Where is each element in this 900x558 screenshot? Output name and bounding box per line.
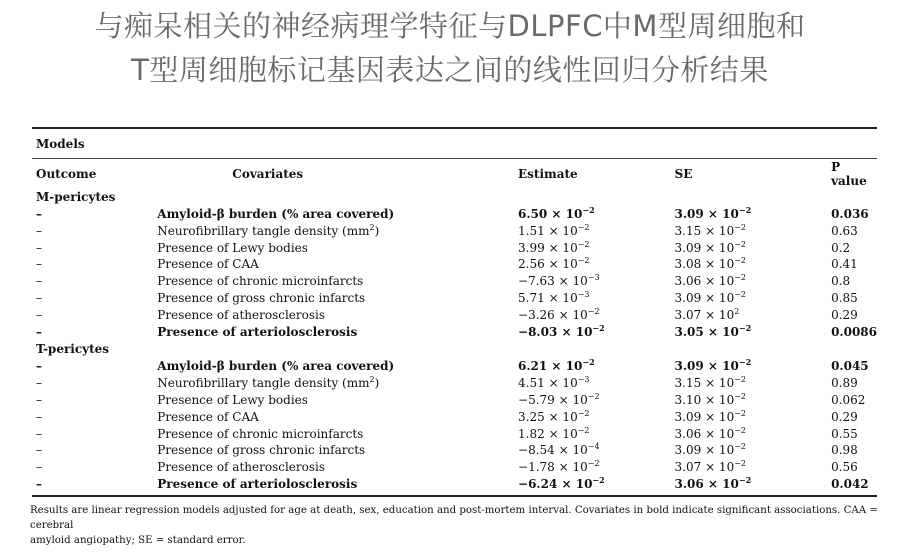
cell-covariate (157, 256, 488, 273)
covariate-superscript: 2 (369, 222, 375, 232)
group-label: T-pericytes (36, 341, 110, 356)
se-mantissa: 3.09 × 10 (674, 443, 735, 458)
covariate-superscript: 2 (369, 375, 375, 385)
cell-estimate (488, 358, 655, 375)
cell-covariate (157, 273, 488, 290)
cell-covariate (157, 375, 488, 392)
cell-p-value: 0.0086 (831, 324, 877, 339)
se-exponent: −2 (738, 205, 752, 215)
cell-estimate (488, 256, 655, 273)
cell-outcome: – (36, 240, 42, 255)
se-exponent: −2 (734, 222, 746, 232)
estimate-mantissa: −8.54 × 10 (518, 443, 588, 458)
se-mantissa: 3.09 × 10 (674, 409, 735, 424)
cell-se (655, 290, 802, 307)
cell-estimate (488, 290, 655, 307)
page-title-line-1: 与痴呆相关的神经病理学特征与DLPFC中M型周细胞和 (94, 9, 806, 43)
covariate-text: Presence of Lewy bodies (157, 240, 308, 255)
table-row (32, 459, 877, 476)
covariate-text: Presence of chronic microinfarcts (157, 274, 364, 289)
cell-estimate (488, 206, 655, 223)
se-mantissa: 3.06 × 10 (674, 426, 735, 441)
cell-estimate (488, 442, 655, 459)
se-exponent: −2 (734, 289, 746, 299)
header-p-value: P value (831, 159, 867, 188)
header-outcome: Outcome (36, 166, 97, 181)
table-bottom-rule (32, 495, 877, 497)
estimate-mantissa: 4.51 × 10 (518, 376, 578, 391)
cell-se (655, 409, 802, 426)
estimate-mantissa: −7.63 × 10 (518, 274, 588, 289)
footnote-line-2: amyloid angiopathy; SE = standard error. (30, 535, 246, 546)
cell-outcome: – (36, 324, 42, 339)
cell-se (655, 459, 802, 476)
cell-se (655, 273, 802, 290)
estimate-exponent: −2 (582, 205, 595, 215)
footnote-line-1: Results are linear regression models adjusted for age at death, sex, education and post-mortem interval. Covariates in bold indicate significant associations. CAA = cerebral (30, 505, 878, 531)
estimate-exponent: −2 (577, 256, 590, 266)
estimate-mantissa: 1.51 × 10 (518, 223, 578, 238)
cell-outcome: – (36, 476, 42, 491)
covariate-text: Presence of CAA (157, 257, 259, 272)
cell-outcome: – (36, 460, 42, 475)
se-exponent: −2 (734, 391, 746, 401)
cell-covariate (157, 476, 488, 493)
estimate-mantissa: −6.24 × 10 (518, 476, 593, 491)
group-row (32, 340, 877, 358)
se-exponent: −2 (734, 239, 746, 249)
covariate-text: Presence of chronic microinfarcts (157, 426, 364, 441)
estimate-mantissa: 5.71 × 10 (518, 290, 578, 305)
regression-table (32, 127, 877, 497)
se-mantissa: 3.09 × 10 (674, 240, 735, 255)
estimate-exponent: −2 (577, 222, 590, 232)
estimate-mantissa: 2.56 × 10 (518, 257, 578, 272)
cell-outcome: – (36, 392, 42, 407)
table-row (32, 426, 877, 443)
cell-estimate (488, 240, 655, 257)
se-exponent: −2 (734, 375, 746, 385)
se-exponent: −2 (734, 459, 746, 469)
cell-estimate (488, 392, 655, 409)
estimate-exponent: −4 (587, 442, 600, 452)
cell-se (655, 375, 802, 392)
table-row (32, 442, 877, 459)
cell-estimate (488, 307, 655, 324)
se-exponent: −2 (738, 474, 752, 485)
se-exponent: −2 (734, 256, 746, 266)
cell-outcome: – (36, 409, 42, 424)
table-body (32, 188, 877, 493)
cell-estimate (488, 426, 655, 443)
cell-se (655, 324, 802, 341)
cell-estimate (488, 223, 655, 240)
cell-p-value: 0.85 (831, 290, 858, 305)
cell-p-value: 0.29 (831, 307, 858, 322)
table-row (32, 409, 877, 426)
cell-outcome: – (36, 443, 42, 458)
cell-covariate (157, 392, 488, 409)
covariate-text: Presence of gross chronic infarcts (157, 443, 366, 458)
se-mantissa: 3.07 × 10 (674, 460, 735, 475)
cell-covariate (157, 324, 488, 341)
se-mantissa: 3.07 × 10 (674, 307, 735, 322)
se-exponent: −2 (738, 322, 752, 333)
cell-covariate (157, 442, 488, 459)
cell-outcome: – (36, 274, 42, 289)
table-row (32, 358, 877, 375)
page-title (0, 0, 900, 92)
cell-p-value: 0.56 (831, 460, 858, 475)
header-se: SE (674, 166, 693, 181)
cell-se (655, 426, 802, 443)
cell-se (655, 240, 802, 257)
cell-covariate (157, 426, 488, 443)
cell-estimate (488, 459, 655, 476)
estimate-exponent: −2 (577, 425, 590, 435)
cell-se (655, 358, 802, 375)
se-mantissa: 3.06 × 10 (674, 274, 735, 289)
cell-p-value: 0.062 (831, 392, 866, 407)
cell-p-value: 0.042 (831, 476, 869, 491)
models-label: Models (36, 137, 85, 151)
se-mantissa: 3.08 × 10 (674, 257, 735, 272)
se-mantissa: 3.10 × 10 (674, 392, 735, 407)
cell-covariate (157, 206, 488, 223)
cell-covariate (157, 307, 488, 324)
cell-estimate (488, 409, 655, 426)
estimate-mantissa: 1.82 × 10 (518, 426, 578, 441)
cell-se (655, 307, 802, 324)
table-row (32, 240, 877, 257)
covariate-text: Neurofibrillary tangle density (mm (157, 223, 370, 238)
cell-estimate (488, 375, 655, 392)
cell-p-value: 0.41 (831, 257, 858, 272)
cell-p-value: 0.8 (831, 274, 851, 289)
cell-covariate (157, 223, 488, 240)
covariate-suffix: ) (374, 223, 380, 238)
covariate-text: Presence of CAA (157, 409, 259, 424)
cell-estimate (488, 273, 655, 290)
estimate-mantissa: 6.21 × 10 (518, 359, 583, 374)
cell-estimate (488, 476, 655, 493)
cell-outcome: – (36, 223, 42, 238)
header-estimate: Estimate (518, 166, 578, 181)
cell-se (655, 256, 802, 273)
cell-se (655, 442, 802, 459)
table-row (32, 290, 877, 307)
cell-p-value: 0.036 (831, 207, 869, 221)
cell-outcome: – (36, 359, 42, 374)
covariate-text: Neurofibrillary tangle density (mm (157, 376, 370, 391)
table-row (32, 476, 877, 493)
cell-se (655, 392, 802, 409)
covariate-suffix: ) (374, 376, 380, 391)
covariate-text: Presence of arteriolosclerosis (157, 476, 358, 491)
cell-p-value: 0.89 (831, 376, 858, 391)
se-mantissa: 3.15 × 10 (674, 376, 735, 391)
cell-covariate (157, 240, 488, 257)
cell-p-value: 0.98 (831, 443, 858, 458)
estimate-exponent: −2 (577, 408, 590, 418)
covariate-text: Presence of arteriolosclerosis (157, 324, 358, 339)
cell-se (655, 476, 802, 493)
table-row (32, 273, 877, 290)
estimate-mantissa: 3.99 × 10 (518, 240, 578, 255)
se-mantissa: 3.15 × 10 (674, 223, 735, 238)
covariate-text: Presence of atherosclerosis (157, 307, 325, 322)
se-exponent: −2 (734, 425, 746, 435)
cell-p-value: 0.29 (831, 409, 858, 424)
cell-se (655, 206, 802, 223)
header-row (32, 159, 877, 188)
se-mantissa: 3.09 × 10 (674, 207, 739, 221)
cell-p-value: 0.63 (831, 223, 858, 238)
cell-estimate (488, 324, 655, 341)
estimate-exponent: −3 (587, 273, 600, 283)
se-mantissa: 3.09 × 10 (674, 359, 739, 374)
cell-p-value: 0.55 (831, 426, 858, 441)
estimate-exponent: −2 (587, 306, 600, 316)
se-mantissa: 3.09 × 10 (674, 290, 735, 305)
table-row (32, 375, 877, 392)
estimate-exponent: −3 (577, 289, 590, 299)
se-exponent: −2 (734, 442, 746, 452)
cell-outcome: – (36, 290, 42, 305)
covariate-text: Presence of gross chronic infarcts (157, 290, 366, 305)
estimate-exponent: −2 (592, 474, 605, 485)
page-title-line-2: T型周细胞标记基因表达之间的线性回归分析结果 (131, 53, 769, 87)
cell-outcome: – (36, 257, 42, 272)
estimate-mantissa: −1.78 × 10 (518, 460, 588, 475)
covariate-text: Amyloid-β burden (% area covered) (157, 207, 395, 221)
se-exponent: −2 (734, 408, 746, 418)
cell-p-value: 0.2 (831, 240, 851, 255)
estimate-exponent: −3 (577, 375, 590, 385)
cell-p-value: 0.045 (831, 359, 869, 374)
table-row (32, 324, 877, 341)
cell-covariate (157, 358, 488, 375)
estimate-exponent: −2 (592, 322, 605, 333)
estimate-mantissa: −8.03 × 10 (518, 324, 593, 339)
estimate-exponent: −2 (587, 391, 600, 401)
covariate-text: Amyloid-β burden (% area covered) (157, 359, 395, 374)
table-row (32, 256, 877, 273)
covariate-text: Presence of Lewy bodies (157, 392, 308, 407)
covariate-text: Presence of atherosclerosis (157, 460, 325, 475)
estimate-mantissa: 6.50 × 10 (518, 207, 583, 221)
header-covariates: Covariates (232, 166, 304, 181)
cell-outcome: – (36, 426, 42, 441)
group-label: M-pericytes (36, 189, 116, 204)
se-exponent: 2 (734, 306, 740, 316)
se-exponent: −2 (738, 357, 752, 368)
estimate-exponent: −2 (577, 239, 590, 249)
group-row (32, 188, 877, 206)
cell-outcome: – (36, 376, 42, 391)
cell-outcome: – (36, 207, 42, 221)
se-exponent: −2 (734, 273, 746, 283)
se-mantissa: 3.06 × 10 (674, 476, 739, 491)
estimate-exponent: −2 (582, 357, 595, 368)
estimate-mantissa: −3.26 × 10 (518, 307, 588, 322)
table-row (32, 206, 877, 223)
cell-outcome: – (36, 307, 42, 322)
cell-se (655, 223, 802, 240)
cell-covariate (157, 290, 488, 307)
table-row (32, 392, 877, 409)
estimate-mantissa: −5.79 × 10 (518, 392, 588, 407)
footnote (30, 503, 880, 548)
table-row (32, 223, 877, 240)
estimate-exponent: −2 (587, 459, 600, 469)
data-table (32, 159, 877, 493)
estimate-mantissa: 3.25 × 10 (518, 409, 578, 424)
cell-covariate (157, 409, 488, 426)
cell-covariate (157, 459, 488, 476)
se-mantissa: 3.05 × 10 (674, 324, 739, 339)
table-row (32, 307, 877, 324)
